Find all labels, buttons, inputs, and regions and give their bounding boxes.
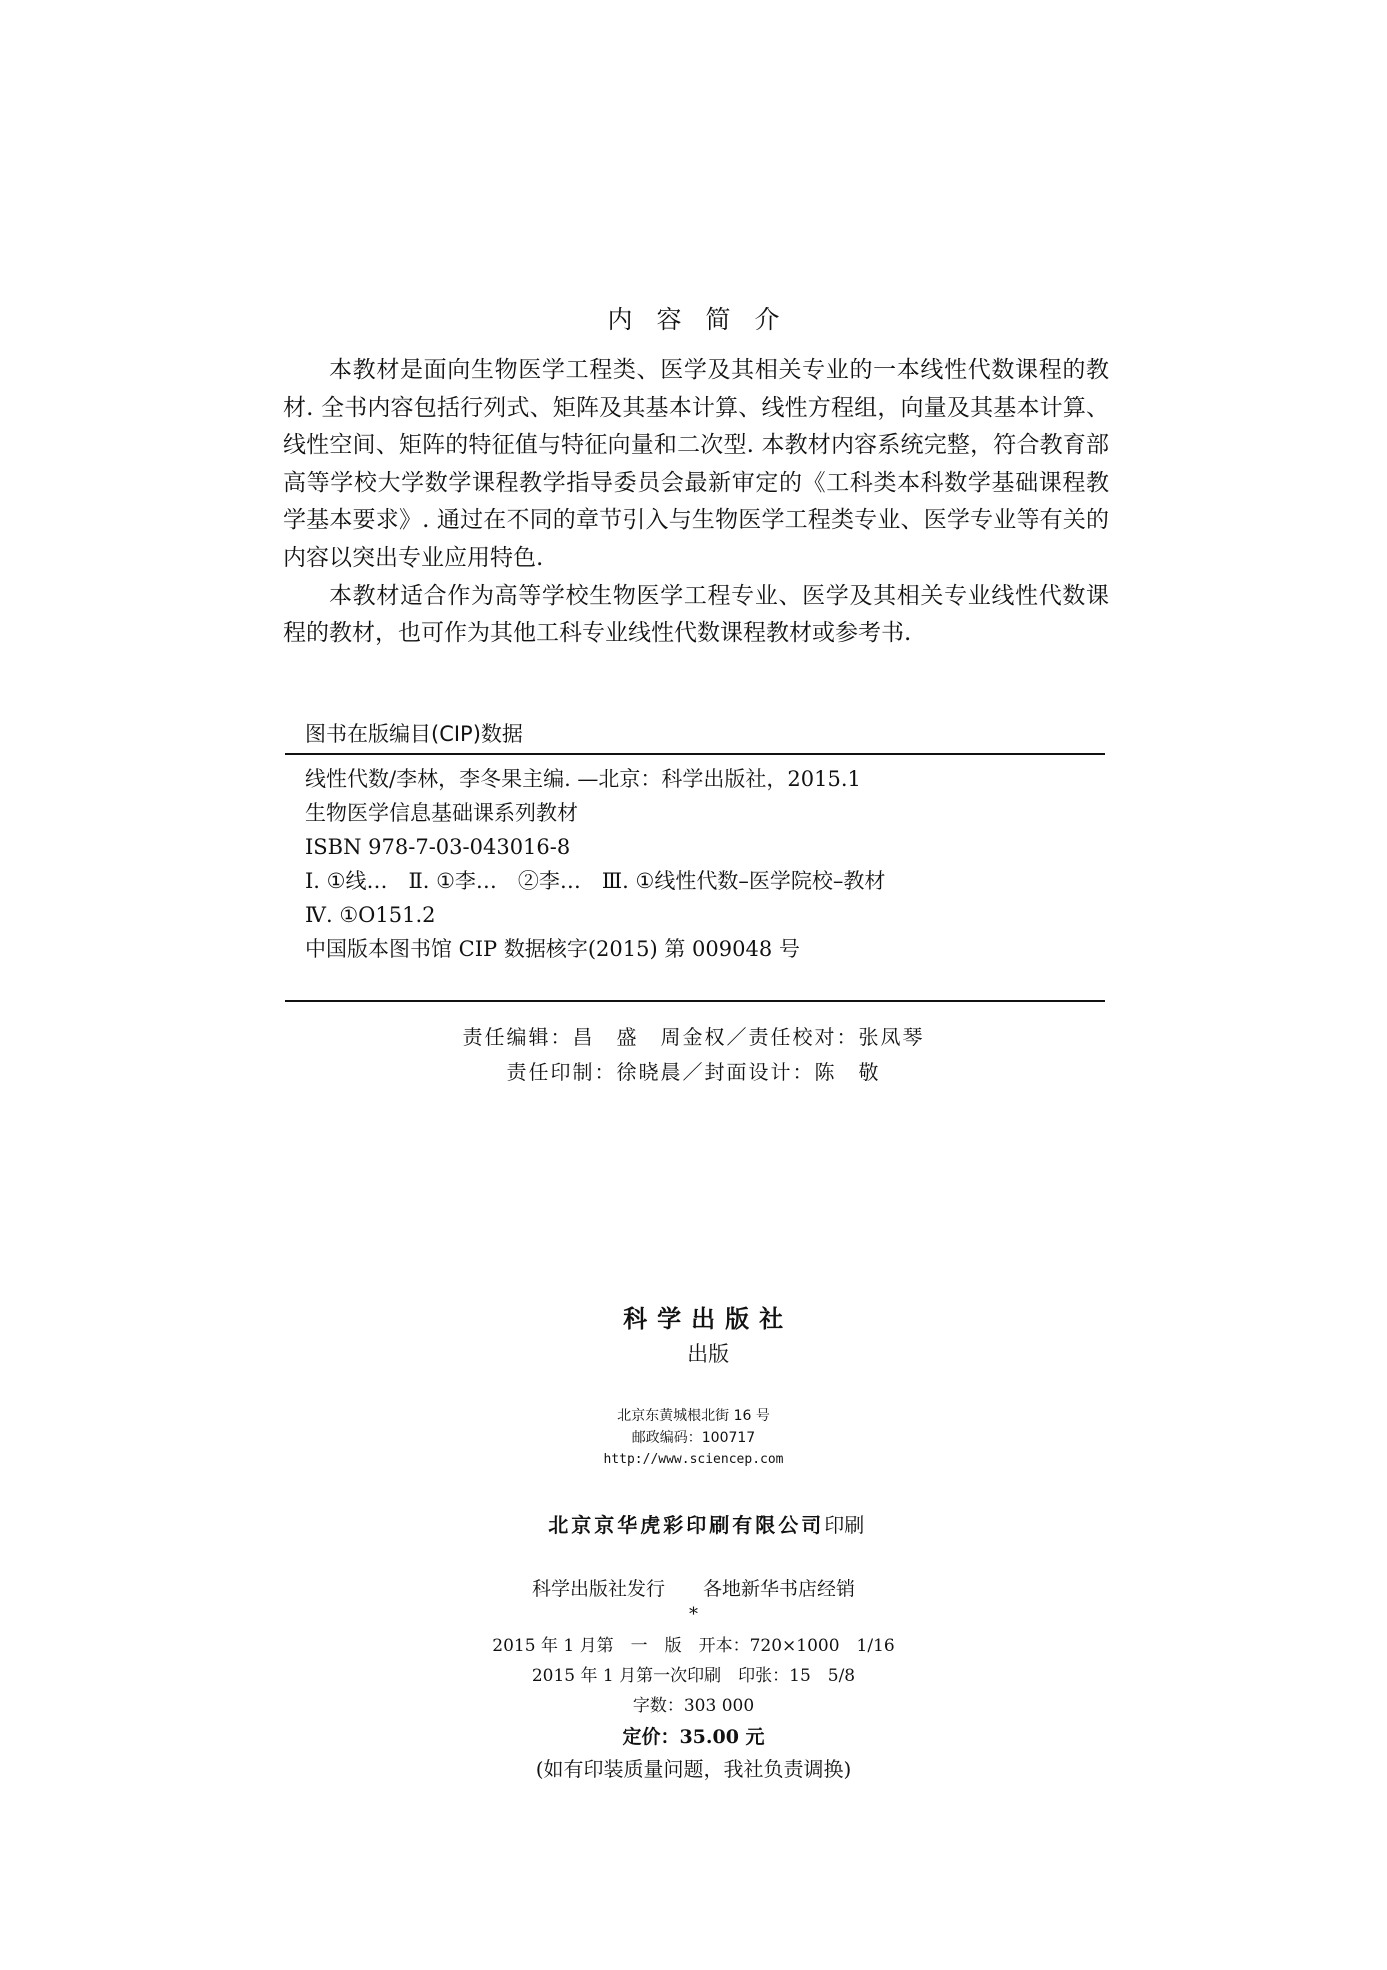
edition-printing-line: 2015 年 1 月第一次印刷 印张：15 5/8 — [531, 1666, 856, 1686]
cip-bottom-rule — [285, 1000, 1105, 1002]
cip-line-record-number: 中国版本图书馆 CIP 数据核字(2015) 第 009048 号 — [305, 937, 800, 961]
cip-data-block — [305, 762, 885, 966]
printer-line — [0, 1477, 1387, 1573]
cip-line-series: 生物医学信息基础课系列教材 — [305, 801, 578, 825]
cip-line-title: 线性代数/李林，李冬果主编. —北京：科学出版社，2015.1 — [305, 767, 861, 791]
quality-note: (如有印装质量问题，我社负责调换) — [535, 1757, 852, 1781]
credits-block — [0, 1020, 1387, 1090]
credits-editors: 责任编辑：昌 盛 周金权／责任校对：张凤琴 — [462, 1025, 925, 1049]
distribution-line: 科学出版社发行 各地新华书店经销 — [531, 1578, 855, 1600]
printer-suffix: 印刷 — [824, 1513, 865, 1537]
cip-line-isbn: ISBN 978-7-03-043016-8 — [305, 835, 571, 859]
publisher-website: http://www.sciencep.com — [603, 1452, 784, 1467]
credits-production: 责任印制：徐晓晨／封面设计：陈 敬 — [506, 1060, 881, 1084]
printer-name: 北京京华虎彩印刷有限公司 — [548, 1513, 825, 1537]
publisher-postcode: 邮政编码：100717 — [631, 1430, 756, 1446]
publisher-suffix: 出版 — [687, 1342, 730, 1366]
price: 定价：35.00 元 — [622, 1726, 765, 1748]
intro-body — [283, 352, 1109, 653]
cip-heading: 图书在版编目(CIP)数据 — [305, 722, 523, 746]
edition-first-line: 2015 年 1 月第 一 版 开本：720×1000 1/16 — [492, 1636, 895, 1656]
word-count: 字数：303 000 — [632, 1696, 755, 1716]
separator-star: * — [689, 1604, 698, 1625]
publisher-line — [0, 1268, 1387, 1405]
intro-paragraph-2: 本教材适合作为高等学校生物医学工程专业、医学及其相关专业线性代数课程的教材，也可作为其他工科专业线性代数课程教材或参考书. — [283, 582, 1109, 647]
intro-paragraph-1: 本教材是面向生物医学工程类、医学及其相关专业的一本线性代数课程的教材. 全书内容包括行列式、矩阵及其基本计算、线性方程组，向量及其基本计算、线性空间、矩阵的特征值与特征向量和二次型. 本教材内容系统完整，符合教育部高等学校大学数学课程教学指导委员会最新审定的《工科类本科数学基础课程教学基本要求》. 通过在不同的章节引入与生物医学工程类专业、医学专业等有关的内容以突出专业应用特色. — [283, 357, 1109, 571]
cip-line-subjects: Ⅰ. ①线… Ⅱ. ①李… ②李… Ⅲ. ①线性代数–医学院校–教材 — [305, 869, 886, 893]
cip-line-classification: Ⅳ. ①O151.2 — [305, 903, 436, 927]
publisher-address: 北京东黄城根北街 16 号 — [617, 1408, 770, 1424]
colophon — [0, 1268, 1387, 1785]
publisher-logo: 科学出版社 — [623, 1304, 794, 1333]
cip-top-rule — [285, 753, 1105, 755]
edition-block — [0, 1631, 1387, 1721]
intro-title: 内容简介 — [607, 305, 804, 334]
